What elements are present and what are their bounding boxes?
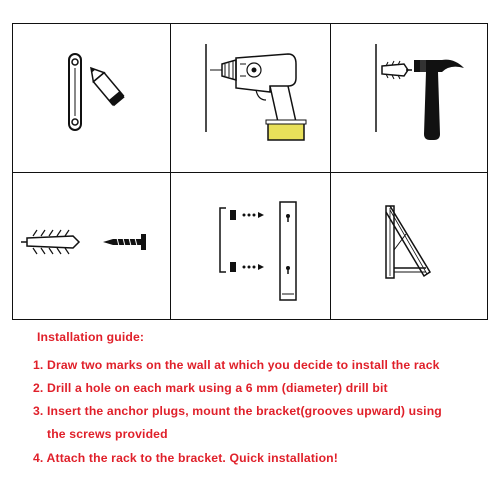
step-mark-cell xyxy=(13,24,170,172)
step-mount-cell xyxy=(170,172,330,320)
step-hammer-cell xyxy=(330,24,489,172)
folded-rack-icon xyxy=(330,172,489,320)
anchor-and-hammer-icon xyxy=(330,24,489,172)
step-anchor-cell xyxy=(13,172,170,320)
step-drill-cell xyxy=(170,24,330,172)
guide-step: the screws provided xyxy=(47,427,168,441)
guide-step: 4. Attach the rack to the bracket. Quick installation! xyxy=(33,451,338,465)
guide-step: 3. Insert the anchor plugs, mount the bracket(grooves upward) using xyxy=(33,404,442,418)
wall-bracket-mount-icon xyxy=(170,172,330,320)
anchor-and-screw-icon xyxy=(13,172,170,320)
guide-title: Installation guide: xyxy=(37,330,145,344)
bracket-with-pencil-icon xyxy=(13,24,170,172)
instruction-grid xyxy=(12,23,488,320)
power-drill-icon xyxy=(170,24,330,172)
guide-step: 2. Drill a hole on each mark using a 6 mm (diameter) drill bit xyxy=(33,381,388,395)
step-rack-cell xyxy=(330,172,489,320)
guide-step: 1. Draw two marks on the wall at which you decide to install the rack xyxy=(33,358,440,372)
